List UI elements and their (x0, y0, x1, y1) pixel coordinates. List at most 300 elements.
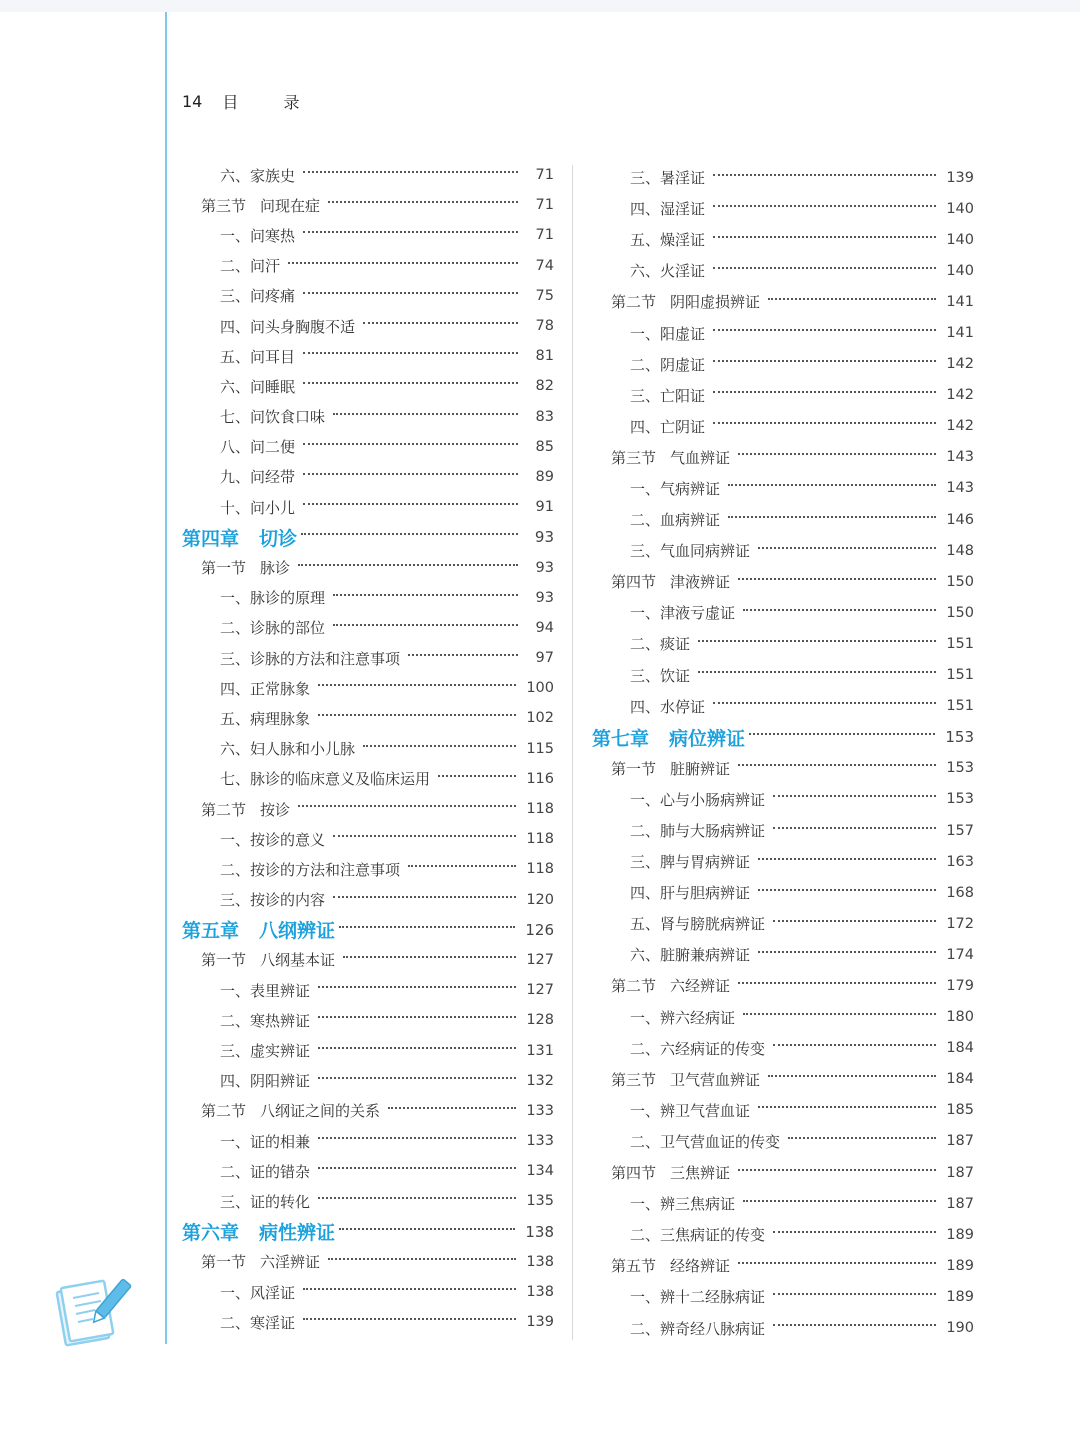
toc-entry-title: 二、卫气营血证的传变 (630, 1132, 781, 1151)
toc-entry-number: 第三节 (201, 196, 247, 215)
dot-leader (713, 391, 936, 393)
toc-item-entry[interactable] (592, 535, 974, 566)
toc-entry-title: 七、脉诊的临床意义及临床运用 (220, 770, 431, 789)
toc-entry-title: 六、妇人脉和小儿脉 (220, 740, 356, 759)
toc-page-number: 89 (535, 468, 554, 485)
toc-item-entry[interactable] (592, 317, 974, 348)
toc-entry-number: 第六章 (182, 1222, 240, 1245)
dot-leader (318, 1047, 516, 1049)
toc-chapter-entry[interactable] (182, 522, 554, 552)
dot-leader (333, 413, 518, 415)
toc-entry-number: 第四节 (611, 1164, 657, 1183)
toc-entry-number: 第一节 (611, 759, 657, 778)
dot-leader (303, 1288, 516, 1290)
toc-entry-number: 第二节 (611, 293, 657, 312)
dot-leader (698, 640, 936, 642)
toc-entry-title: 一、气病辨证 (630, 479, 721, 498)
dot-leader (303, 503, 518, 505)
toc-entry-number: 第四节 (611, 573, 657, 592)
toc-entry-title: 二、寒热辨证 (220, 1011, 311, 1030)
toc-page-number: 142 (946, 387, 974, 404)
toc-entry-title: 二、证的错杂 (220, 1162, 311, 1181)
toc-entry-title: 九、问经带 (220, 468, 296, 487)
toc-item-entry[interactable] (182, 402, 554, 432)
toc-item-entry[interactable] (182, 371, 554, 401)
page-header (182, 90, 319, 113)
toc-item-entry[interactable] (182, 1005, 554, 1035)
toc-page-number: 138 (526, 1284, 554, 1301)
toc-page-number: 189 (946, 1257, 974, 1274)
dot-leader (288, 262, 518, 264)
toc-page-number: 132 (526, 1072, 554, 1089)
dot-leader (303, 292, 518, 294)
toc-entry-number: 第七章 (592, 727, 650, 750)
toc-item-entry[interactable] (592, 660, 974, 691)
toc-entry-title: 五、燥淫证 (630, 231, 706, 250)
toc-entry-title: 二、肺与大肠病辨证 (630, 822, 766, 841)
toc-entry-title: 经络辨证 (670, 1257, 731, 1276)
toc-section-entry[interactable] (182, 794, 554, 824)
toc-section-entry[interactable] (182, 190, 554, 220)
toc-page-number: 81 (535, 348, 554, 365)
toc-item-entry[interactable] (182, 1126, 554, 1156)
toc-page-number: 78 (535, 318, 554, 335)
dot-leader (758, 547, 936, 549)
toc-entry-title: 一、心与小肠病辨证 (630, 790, 766, 809)
toc-section-entry[interactable] (592, 1157, 974, 1188)
toc-item-entry[interactable] (182, 885, 554, 915)
toc-item-entry[interactable] (592, 1126, 974, 1157)
toc-entry-title: 阴阳虚损辨证 (670, 293, 761, 312)
toc-page-number: 93 (535, 559, 554, 576)
toc-page-number: 174 (946, 946, 974, 963)
dot-leader (713, 205, 936, 207)
toc-section-entry[interactable] (592, 753, 974, 784)
toc-item-entry[interactable] (592, 1033, 974, 1064)
dot-leader (333, 835, 516, 837)
toc-entry-title: 切诊 (259, 527, 298, 550)
toc-chapter-entry[interactable] (182, 1217, 554, 1247)
toc-item-entry[interactable] (592, 846, 974, 877)
toc-item-entry[interactable] (592, 784, 974, 815)
toc-entry-title: 一、辨十二经脉病证 (630, 1288, 766, 1307)
toc-item-entry[interactable] (592, 349, 974, 380)
toc-section-entry[interactable] (592, 286, 974, 317)
toc-item-entry[interactable] (592, 1002, 974, 1033)
toc-item-entry[interactable] (592, 1188, 974, 1219)
toc-page-number: 142 (946, 418, 974, 435)
toc-entry-number: 第三节 (611, 1070, 657, 1089)
dot-leader (438, 775, 516, 777)
column-divider (572, 165, 573, 1340)
dot-leader (318, 714, 516, 716)
toc-entry-title: 脏腑辨证 (670, 759, 731, 778)
toc-section-entry[interactable] (592, 970, 974, 1001)
toc-page-number: 118 (526, 831, 554, 848)
toc-item-entry[interactable] (592, 380, 974, 411)
toc-section-entry[interactable] (182, 552, 554, 582)
dot-leader (743, 609, 936, 611)
toc-entry-title: 二、按诊的方法和注意事项 (220, 860, 401, 879)
dot-leader (738, 578, 936, 580)
dot-leader (758, 951, 936, 953)
dot-leader (698, 671, 936, 673)
toc-item-entry[interactable] (592, 691, 974, 722)
toc-page-number: 120 (526, 891, 554, 908)
toc-section-entry[interactable] (592, 566, 974, 597)
toc-entry-title: 三、气血同病辨证 (630, 542, 751, 561)
toc-entry-title: 三、按诊的内容 (220, 891, 326, 910)
toc-entry-number: 第一节 (201, 559, 247, 578)
toc-right-column (592, 162, 974, 1344)
toc-page-number: 139 (526, 1314, 554, 1331)
toc-item-entry[interactable] (182, 341, 554, 371)
dot-leader (408, 654, 518, 656)
toc-entry-title: 病位辨证 (669, 727, 746, 750)
toc-page-number: 71 (535, 167, 554, 184)
toc-entry-title: 三、证的转化 (220, 1192, 311, 1211)
toc-entry-number: 第二节 (201, 1102, 247, 1121)
toc-item-entry[interactable] (592, 193, 974, 224)
dot-leader (303, 473, 518, 475)
toc-entry-title: 三焦辨证 (670, 1164, 731, 1183)
dot-leader (343, 956, 516, 958)
dot-leader (333, 594, 518, 596)
toc-page-number: 138 (525, 1222, 554, 1241)
toc-item-entry[interactable] (592, 162, 974, 193)
toc-entry-title: 津液辨证 (670, 573, 731, 592)
toc-page-number: 97 (535, 650, 554, 667)
toc-entry-title: 四、亡阴证 (630, 417, 706, 436)
dot-leader (728, 484, 936, 486)
toc-entry-title: 二、血病辨证 (630, 511, 721, 530)
toc-entry-title: 一、辨六经病证 (630, 1008, 736, 1027)
toc-section-entry[interactable] (592, 1250, 974, 1281)
dot-leader (363, 322, 518, 324)
toc-section-entry[interactable] (182, 1247, 554, 1277)
toc-entry-title: 二、辨奇经八脉病证 (630, 1319, 766, 1338)
toc-item-entry[interactable] (182, 160, 554, 190)
toc-entry-number: 第一节 (201, 951, 247, 970)
toc-page-number: 140 (946, 200, 974, 217)
dot-leader (303, 231, 518, 233)
toc-page-number: 93 (534, 528, 554, 547)
dot-leader (738, 1169, 936, 1171)
dot-leader (773, 795, 936, 797)
dot-leader (773, 827, 936, 829)
page-title: 目 录 (222, 93, 320, 112)
toc-item-entry[interactable] (182, 432, 554, 462)
toc-page-number: 153 (945, 728, 974, 747)
toc-item-entry[interactable] (592, 224, 974, 255)
toc-item-entry[interactable] (182, 1035, 554, 1065)
dot-leader (749, 733, 935, 735)
dot-leader (773, 1231, 936, 1233)
toc-page-number: 83 (535, 408, 554, 425)
toc-item-entry[interactable] (182, 975, 554, 1005)
toc-page-number: 153 (946, 760, 974, 777)
dot-leader (339, 926, 515, 928)
toc-page-number: 143 (946, 449, 974, 466)
toc-entry-title: 二、三焦病证的传变 (630, 1226, 766, 1245)
toc-item-entry[interactable] (592, 1312, 974, 1343)
toc-page-number: 71 (535, 197, 554, 214)
dot-leader (318, 986, 516, 988)
dot-leader (773, 1044, 936, 1046)
toc-item-entry[interactable] (592, 504, 974, 535)
toc-page-number: 146 (946, 511, 974, 528)
toc-item-entry[interactable] (182, 281, 554, 311)
dot-leader (758, 1106, 936, 1108)
dot-leader (303, 443, 518, 445)
toc-entry-title: 三、亡阳证 (630, 386, 706, 405)
top-strip (0, 0, 1080, 12)
toc-item-entry[interactable] (182, 1156, 554, 1186)
toc-item-entry[interactable] (182, 703, 554, 733)
dot-leader (301, 533, 518, 535)
toc-item-entry[interactable] (592, 1219, 974, 1250)
toc-entry-title: 一、证的相兼 (220, 1132, 311, 1151)
toc-entry-title: 三、问疼痛 (220, 287, 296, 306)
dot-leader (303, 171, 518, 173)
toc-item-entry[interactable] (182, 1186, 554, 1216)
toc-page-number: 131 (526, 1042, 554, 1059)
toc-entry-title: 二、阴虚证 (630, 355, 706, 374)
toc-page-number: 163 (946, 853, 974, 870)
dot-leader (758, 889, 936, 891)
toc-item-entry[interactable] (182, 251, 554, 281)
toc-page-number: 126 (525, 920, 554, 939)
toc-item-entry[interactable] (592, 877, 974, 908)
toc-section-entry[interactable] (592, 1064, 974, 1095)
toc-page-number: 85 (535, 438, 554, 455)
toc-entry-title: 按诊 (260, 800, 291, 819)
toc-page-number: 189 (946, 1226, 974, 1243)
toc-entry-number: 第二节 (201, 800, 247, 819)
toc-entry-title: 八纲辨证 (259, 920, 336, 943)
toc-entry-title: 四、肝与胆病辨证 (630, 884, 751, 903)
toc-entry-title: 五、肾与膀胱病辨证 (630, 915, 766, 934)
margin-rule (165, 12, 167, 1344)
toc-entry-title: 一、阳虚证 (630, 324, 706, 343)
toc-section-entry[interactable] (182, 1096, 554, 1126)
toc-page-number: 151 (946, 667, 974, 684)
toc-page-number: 100 (526, 680, 554, 697)
dot-leader (303, 1318, 516, 1320)
toc-item-entry[interactable] (182, 311, 554, 341)
dot-leader (298, 564, 518, 566)
dot-leader (773, 1324, 936, 1326)
toc-item-entry[interactable] (182, 734, 554, 764)
toc-entry-title: 八纲基本证 (260, 951, 336, 970)
toc-entry-title: 四、阴阳辨证 (220, 1072, 311, 1091)
toc-entry-title: 三、虚实辨证 (220, 1042, 311, 1061)
toc-page-number: 179 (946, 977, 974, 994)
toc-entry-title: 五、病理脉象 (220, 709, 311, 728)
toc-item-entry[interactable] (592, 939, 974, 970)
toc-page-number: 102 (526, 710, 554, 727)
dot-leader (713, 702, 936, 704)
toc-item-entry[interactable] (182, 824, 554, 854)
toc-item-entry[interactable] (592, 597, 974, 628)
dot-leader (713, 174, 936, 176)
toc-page-number: 93 (535, 589, 554, 606)
toc-page-number: 135 (526, 1193, 554, 1210)
toc-entry-title: 一、风淫证 (220, 1283, 296, 1302)
dot-leader (333, 624, 518, 626)
toc-entry-title: 问现在症 (260, 196, 321, 215)
toc-item-entry[interactable] (182, 673, 554, 703)
dot-leader (303, 352, 518, 354)
dot-leader (768, 1075, 936, 1077)
dot-leader (318, 1077, 516, 1079)
dot-leader (298, 805, 516, 807)
toc-entry-title: 三、暑淫证 (630, 169, 706, 188)
toc-item-entry[interactable] (592, 1281, 974, 1312)
toc-item-entry[interactable] (592, 411, 974, 442)
toc-page-number: 141 (946, 293, 974, 310)
toc-item-entry[interactable] (182, 613, 554, 643)
toc-item-entry[interactable] (182, 492, 554, 522)
toc-entry-title: 四、水停证 (630, 697, 706, 716)
toc-page-number: 187 (946, 1164, 974, 1181)
toc-entry-title: 病性辨证 (259, 1222, 336, 1245)
toc-entry-number: 第五章 (182, 920, 240, 943)
toc-entry-title: 四、正常脉象 (220, 679, 311, 698)
dot-leader (363, 745, 516, 747)
dot-leader (738, 764, 936, 766)
toc-page-number: 150 (946, 573, 974, 590)
toc-page-number: 187 (946, 1195, 974, 1212)
dot-leader (758, 858, 936, 860)
dot-leader (743, 1013, 936, 1015)
toc-page-number: 94 (535, 619, 554, 636)
toc-item-entry[interactable] (592, 1095, 974, 1126)
toc-entry-title: 三、脾与胃病辨证 (630, 853, 751, 872)
toc-page-number: 91 (535, 499, 554, 516)
toc-entry-title: 二、诊脉的部位 (220, 619, 326, 638)
toc-item-entry[interactable] (592, 255, 974, 286)
dot-leader (333, 896, 516, 898)
toc-page-number: 148 (946, 542, 974, 559)
toc-item-entry[interactable] (592, 628, 974, 659)
toc-section-entry[interactable] (182, 945, 554, 975)
dot-leader (743, 1200, 936, 1202)
toc-entry-title: 一、津液亏虚证 (630, 604, 736, 623)
toc-entry-title: 三、诊脉的方法和注意事项 (220, 649, 401, 668)
toc-page-number: 143 (946, 480, 974, 497)
dot-leader (318, 1137, 516, 1139)
toc-page-number: 141 (946, 325, 974, 342)
notebook-pencil-icon (55, 1272, 135, 1347)
toc-item-entry[interactable] (182, 583, 554, 613)
toc-item-entry[interactable] (592, 473, 974, 504)
toc-entry-number: 第三节 (611, 448, 657, 467)
toc-page-number: 153 (946, 791, 974, 808)
dot-leader (738, 453, 936, 455)
toc-entry-title: 气血辨证 (670, 448, 731, 467)
toc-item-entry[interactable] (182, 1277, 554, 1307)
toc-item-entry[interactable] (182, 462, 554, 492)
toc-entry-title: 六、问睡眠 (220, 377, 296, 396)
toc-entry-title: 二、寒淫证 (220, 1313, 296, 1332)
toc-page-number: 151 (946, 698, 974, 715)
toc-item-entry[interactable] (182, 220, 554, 250)
toc-item-entry[interactable] (592, 815, 974, 846)
toc-entry-title: 六经辨证 (670, 977, 731, 996)
dot-leader (318, 684, 516, 686)
toc-chapter-entry[interactable] (592, 722, 974, 753)
toc-section-entry[interactable] (592, 442, 974, 473)
toc-entry-title: 六、家族史 (220, 166, 296, 185)
toc-chapter-entry[interactable] (182, 915, 554, 945)
toc-entry-title: 卫气营血辨证 (670, 1070, 761, 1089)
toc-entry-title: 三、饮证 (630, 666, 691, 685)
toc-item-entry[interactable] (182, 1307, 554, 1337)
dot-leader (713, 360, 936, 362)
toc-entry-title: 一、脉诊的原理 (220, 589, 326, 608)
toc-page-number: 75 (535, 287, 554, 304)
toc-entry-number: 第一节 (201, 1253, 247, 1272)
toc-entry-number: 第五节 (611, 1257, 657, 1276)
dot-leader (713, 422, 936, 424)
toc-page-number: 140 (946, 262, 974, 279)
toc-page-number: 82 (535, 378, 554, 395)
dot-leader (328, 1258, 516, 1260)
toc-page-number: 134 (526, 1163, 554, 1180)
toc-page-number: 133 (526, 1133, 554, 1150)
dot-leader (768, 298, 936, 300)
toc-page-number: 127 (526, 982, 554, 999)
toc-entry-title: 一、表里辨证 (220, 981, 311, 1000)
toc-page-number: 115 (526, 740, 554, 757)
toc-item-entry[interactable] (182, 643, 554, 673)
toc-item-entry[interactable] (182, 1066, 554, 1096)
dot-leader (773, 1293, 936, 1295)
toc-page-number: 118 (526, 861, 554, 878)
toc-entry-title: 四、湿淫证 (630, 200, 706, 219)
toc-page-number: 139 (946, 169, 974, 186)
toc-entry-title: 一、辨卫气营血证 (630, 1101, 751, 1120)
toc-page-number: 74 (535, 257, 554, 274)
toc-page-number: 185 (946, 1102, 974, 1119)
toc-entry-number: 第四章 (182, 527, 240, 550)
toc-page-number: 127 (526, 951, 554, 968)
toc-page-number: 71 (535, 227, 554, 244)
toc-item-entry[interactable] (592, 908, 974, 939)
toc-page-number: 140 (946, 231, 974, 248)
toc-page-number: 128 (526, 1012, 554, 1029)
toc-entry-title: 八、问二便 (220, 438, 296, 457)
dot-leader (728, 516, 936, 518)
toc-page-number: 133 (526, 1102, 554, 1119)
toc-entry-title: 一、辨三焦病证 (630, 1195, 736, 1214)
dot-leader (788, 1137, 936, 1139)
dot-leader (713, 236, 936, 238)
dot-leader (738, 982, 936, 984)
toc-item-entry[interactable] (182, 764, 554, 794)
toc-left-column (182, 160, 554, 1337)
toc-entry-title: 八纲证之间的关系 (260, 1102, 381, 1121)
toc-page-number: 116 (526, 770, 554, 787)
toc-page-number: 168 (946, 884, 974, 901)
toc-entry-title: 六淫辨证 (260, 1253, 321, 1272)
toc-entry-title: 二、六经病证的传变 (630, 1039, 766, 1058)
toc-page-number: 189 (946, 1288, 974, 1305)
dot-leader (328, 201, 518, 203)
dot-leader (713, 267, 936, 269)
toc-item-entry[interactable] (182, 854, 554, 884)
